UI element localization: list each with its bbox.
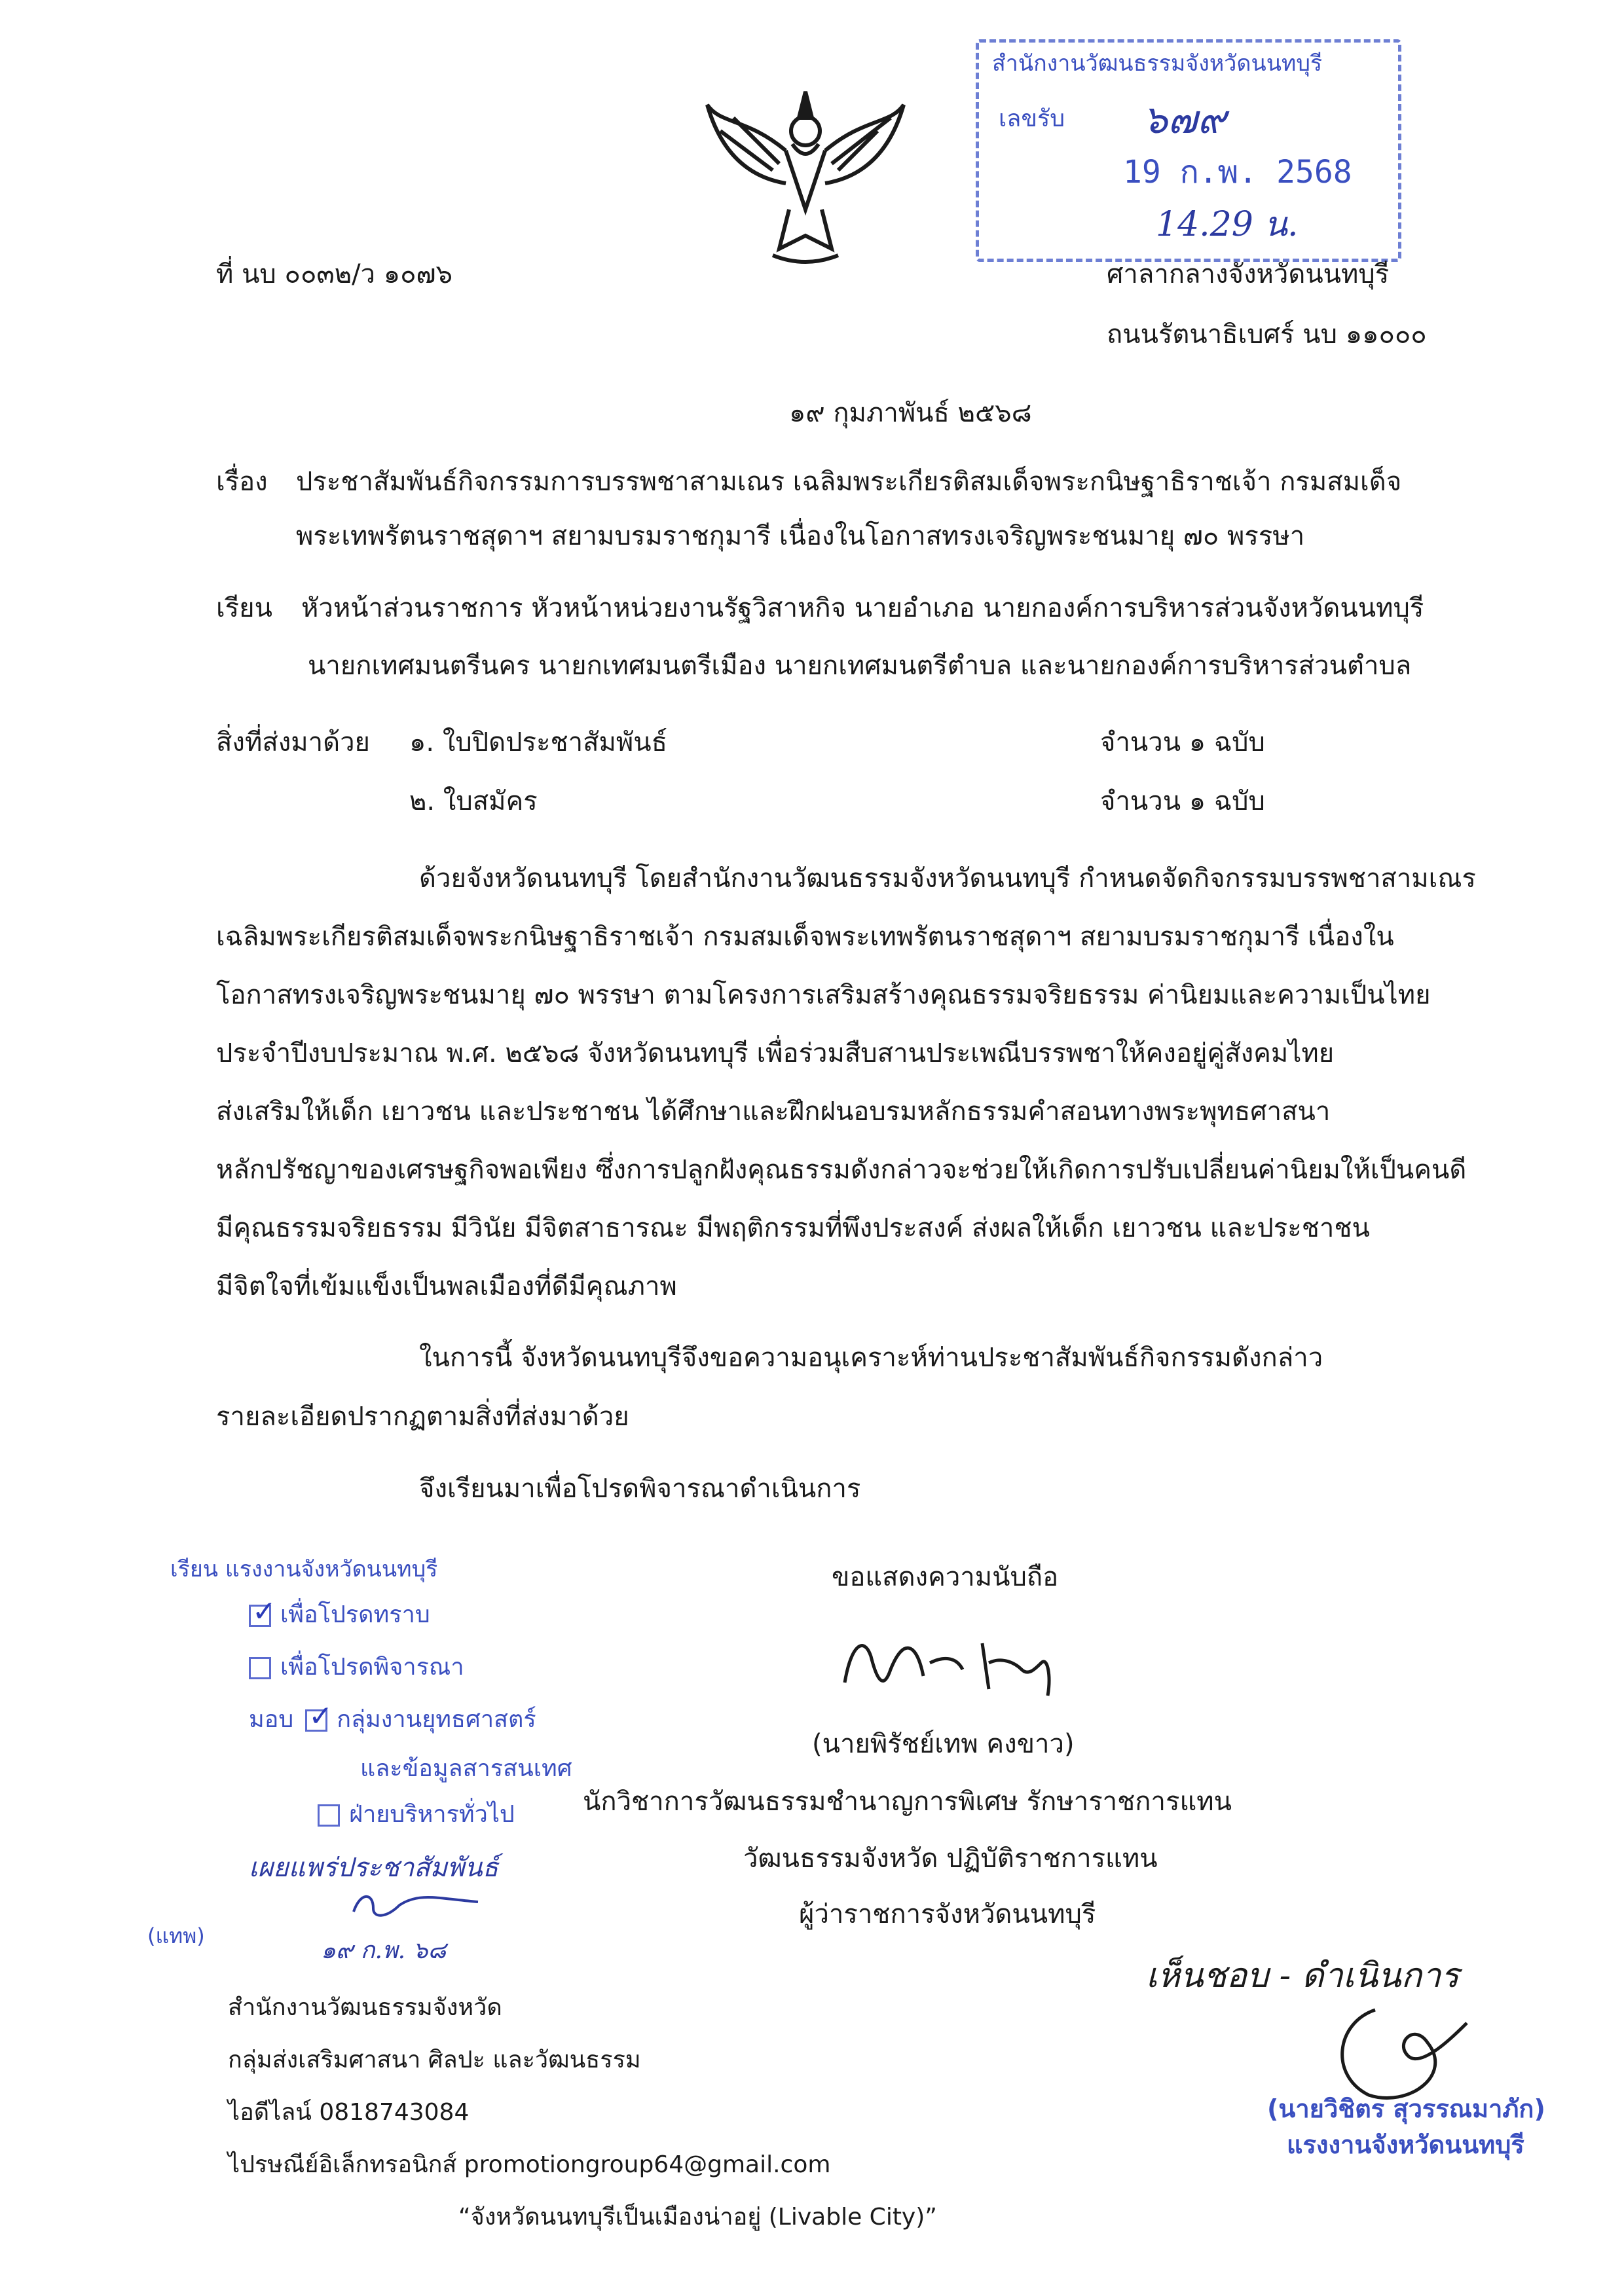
office-address: ถนนรัตนาธิเบศร์ นบ ๑๑๐๐๐ (1107, 319, 1427, 350)
receipt-stamp-number: ๖๗๙ (1143, 97, 1227, 143)
routing-option: ✓เพื่อโปรดทราบ (249, 1601, 430, 1630)
body-line: ด้วยจังหวัดนนทบุรี โดยสำนักงานวัฒนธรรมจังหวัดนนทบุรี กำหนดจัดกิจกรรมบรรพชาสามเณร (419, 864, 1476, 894)
approval-title: แรงงานจังหวัดนนทบุรี (1287, 2130, 1524, 2159)
recipient-line-1: หัวหน้าส่วนราชการ หัวหน้าหน่วยงานรัฐวิสาหกิจ นายอำเภอ นายกองค์การบริหารส่วนจังหวัดนนทบุรี (301, 593, 1424, 623)
reference-number: ที่ นบ ๐๐๓๒/ว ๑๐๗๖ (216, 259, 452, 289)
footer-line-id: ไอดีไลน์ 0818743084 (228, 2099, 470, 2126)
body-line: หลักปรัชญาของเศรษฐกิจพอเพียง ซึ่งการปลูกฝังคุณธรรมดังกล่าวจะช่วยให้เกิดการปรับเปลี่ยนค่านิยมให้เป็นคนดี (216, 1155, 1467, 1185)
office-name: ศาลากลางจังหวัดนนทบุรี (1107, 259, 1390, 289)
footer-slogan: “จังหวัดนนทบุรีเป็นเมืองน่าอยู่ (Livable City)” (458, 2204, 937, 2231)
signer-position-2: วัฒนธรรมจังหวัด ปฏิบัติราชการแทน (743, 1844, 1158, 1874)
recipient-label: เรียน (216, 593, 272, 623)
enclosure-item-qty: จำนวน ๑ ฉบับ (1100, 786, 1265, 816)
body-line: มีจิตใจที่เข้มแข็งเป็นพลเมืองที่ดีมีคุณภาพ (216, 1271, 677, 1302)
body-line: มีคุณธรรมจริยธรรม มีวินัย มีจิตสาธารณะ มีพฤติกรรมที่พึงประสงค์ ส่งผลให้เด็ก เยาวชน และประชาชน (216, 1213, 1370, 1243)
receipt-stamp (976, 39, 1401, 262)
routing-option: เพื่อโปรดพิจารณา (249, 1653, 464, 1682)
subject-label: เรื่อง (216, 467, 268, 497)
receipt-stamp-date: 19 ก.พ. 2568 (1123, 154, 1352, 191)
body-line: โอกาสทรงเจริญพระชนมายุ ๗๐ พรรษา ตามโครงการเสริมสร้างคุณธรรมจริยธรรม ค่านิยมและความเป็นไทย (216, 980, 1431, 1010)
enclosures-label: สิ่งที่ส่งมาด้วย (216, 727, 370, 757)
footer-email: ไปรษณีย์อิเล็กทรอนิกส์ promotiongroup64@gmail.com (228, 2151, 831, 2178)
enclosure-item-name: ๒. ใบสมัคร (409, 786, 538, 816)
routing-date: ๑๙ ก.พ. ๖๘ (321, 1937, 447, 1964)
approval-name: (นายวิชิตร สุวรรณมาภัก) (1267, 2094, 1545, 2123)
receipt-stamp-title: สำนักงานวัฒนธรรมจังหวัดนนทบุรี (992, 50, 1323, 77)
subject-line-2: พระเทพรัตนราชสุดาฯ สยามบรมราชกุมารี เนื่องในโอกาสทรงเจริญพระชนมายุ ๗๐ พรรษา (296, 521, 1305, 551)
garuda-emblem-icon (694, 79, 917, 275)
body-line: ประจำปีงบประมาณ พ.ศ. ๒๕๖๘ จังหวัดนนทบุรี เพื่อร่วมสืบสานประเพณีบรรพชาให้คงอยู่คู่สังคมไทย (216, 1038, 1335, 1068)
body-line: รายละเอียดปรากฏตามสิ่งที่ส่งมาด้วย (216, 1402, 629, 1432)
receipt-stamp-number-label: เลขรับ (999, 105, 1065, 132)
approval-note: เห็นชอบ - ดำเนินการ (1146, 1956, 1460, 1995)
enclosure-item-qty: จำนวน ๑ ฉบับ (1100, 727, 1265, 757)
receipt-stamp-time: 14.29 น. (1156, 205, 1299, 244)
routing-option: ฝ่ายบริหารทั่วไป (318, 1800, 515, 1829)
signer-name: (นายพิรัชย์เทพ คงขาว) (812, 1729, 1075, 1759)
closing-request: จึงเรียนมาเพื่อโปรดพิจารณาดำเนินการ (419, 1474, 861, 1504)
routing-initial-signature-icon (347, 1879, 491, 1925)
subject-line-1: ประชาสัมพันธ์กิจกรรมการบรรพชาสามเณร เฉลิมพระเกียรติสมเด็จพระกนิษฐาธิราชเจ้า กรมสมเด็จ (296, 467, 1402, 497)
footer-group: กลุ่มส่งเสริมศาสนา ศิลปะ และวัฒนธรรม (228, 2047, 641, 2073)
signer-position-1: นักวิชาการวัฒนธรรมชำนาญการพิเศษ รักษาราชการแทน (583, 1787, 1232, 1817)
routing-option: มอบ✓ กลุ่มงานยุทธศาสตร์ (249, 1705, 536, 1734)
footer-office: สำนักงานวัฒนธรรมจังหวัด (228, 1994, 502, 2021)
routing-stamp (147, 1555, 635, 1964)
routing-initials: (แทพ) (147, 1923, 205, 1948)
body-line: เฉลิมพระเกียรติสมเด็จพระกนิษฐาธิราชเจ้า กรมสมเด็จพระเทพรัตนราชสุดาฯ สยามบรมราชกุมารี เนื่องใน (216, 922, 1394, 952)
routing-option-sub: และข้อมูลสารสนเทศ (360, 1755, 572, 1782)
checkbox-checked-icon (305, 1709, 327, 1732)
signature-closing: ขอแสดงความนับถือ (832, 1562, 1059, 1592)
routing-stamp-title: เรียน แรงงานจังหวัดนนทบุรี (170, 1556, 438, 1582)
body-line: ส่งเสริมให้เด็ก เยาวชน และประชาชน ได้ศึกษาและฝึกฝนอบรมหลักธรรมคำสอนทางพระพุทธศาสนา (216, 1097, 1331, 1127)
document-date: ๑๙ กุมภาพันธ์ ๒๕๖๘ (789, 398, 1032, 428)
signer-position-3: ผู้ว่าราชการจังหวัดนนทบุรี (799, 1899, 1096, 1929)
routing-note: เผยแพร่ประชาสัมพันธ์ (249, 1853, 499, 1883)
checkbox-icon (318, 1804, 340, 1827)
signature-image-icon (832, 1617, 1067, 1709)
body-line: ในการนี้ จังหวัดนนทบุรีจึงขอความอนุเคราะห์ท่านประชาสัมพันธ์กิจกรรมดังกล่าว (419, 1343, 1323, 1373)
checkbox-icon (249, 1657, 271, 1679)
recipient-line-2: นายกเทศมนตรีนคร นายกเทศมนตรีเมือง นายกเทศมนตรีตำบล และนายกองค์การบริหารส่วนตำบล (308, 651, 1412, 681)
enclosure-item-name: ๑. ใบปิดประชาสัมพันธ์ (409, 727, 667, 757)
checkbox-checked-icon (249, 1605, 271, 1627)
